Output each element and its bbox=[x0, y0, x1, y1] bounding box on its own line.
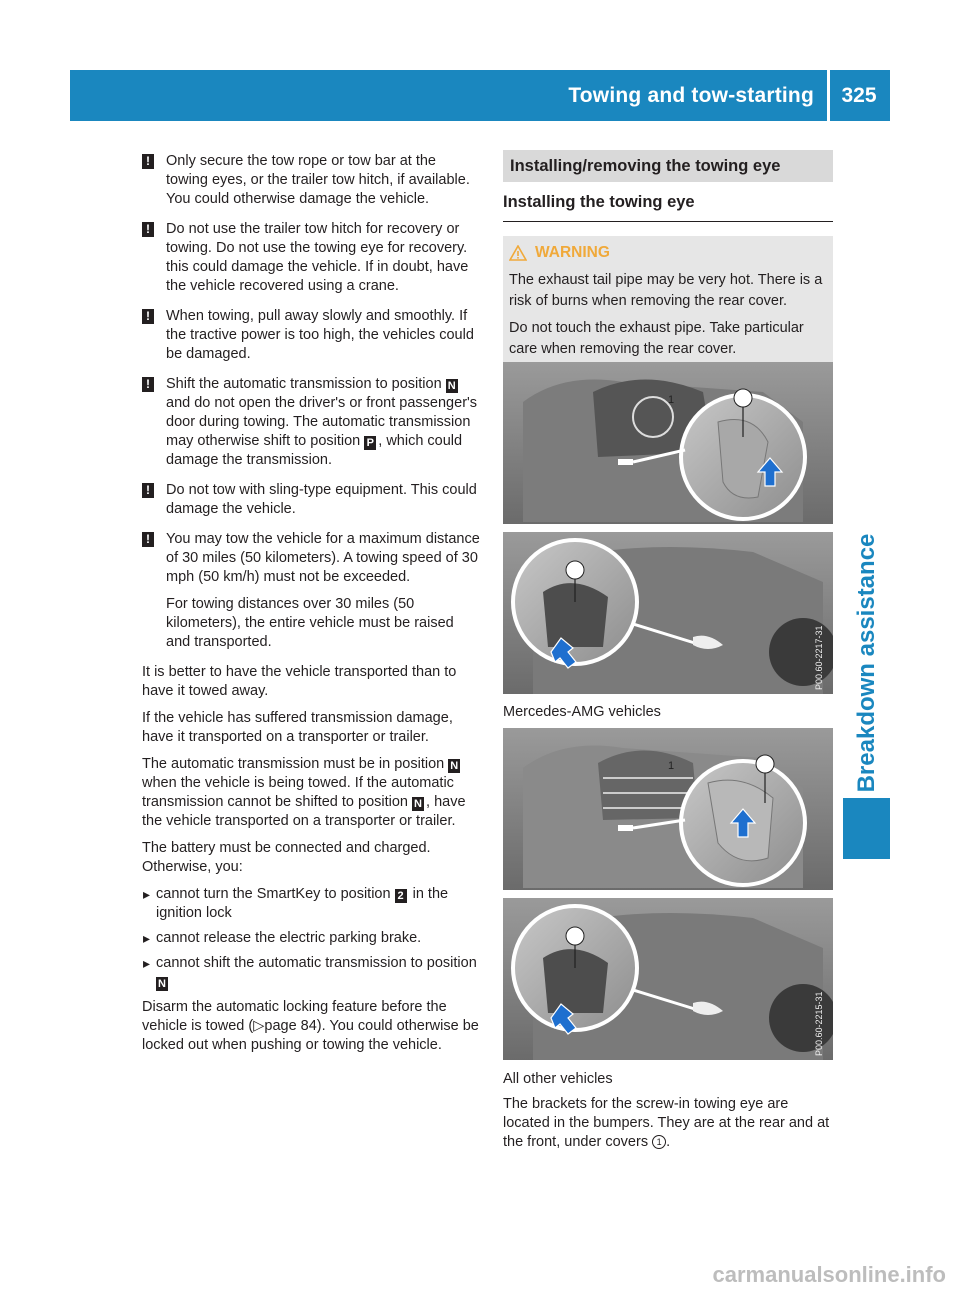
bullet-icon: ▸ bbox=[143, 930, 151, 946]
note-item: ! When towing, pull away slowly and smoothly. If the tractive power is too high, the vehicles could be damaged. bbox=[142, 307, 480, 364]
car-illustration bbox=[503, 728, 833, 1060]
caution-icon: ! bbox=[142, 377, 154, 392]
section-title: Installing/removing the towing eye bbox=[503, 150, 833, 182]
figure-caption: All other vehicles bbox=[503, 1071, 613, 1087]
paragraph: The automatic transmission must be in position N when the vehicle is being towed. If the automatic transmission cannot be shifted to position N , have the vehicle transported on a transporter or trailer. bbox=[142, 756, 466, 829]
warning-text: The exhaust tail pipe may be very hot. There is a risk of burns when removing the rear cover. bbox=[509, 272, 823, 309]
chapter-title: Towing and tow-starting bbox=[568, 84, 814, 107]
warning-triangle-icon bbox=[509, 245, 527, 261]
side-tab-marker bbox=[843, 798, 890, 859]
caution-icon: ! bbox=[142, 532, 154, 547]
subheading: Installing the towing eye bbox=[503, 193, 833, 222]
gear-key-n: N bbox=[448, 759, 460, 773]
warning-box bbox=[503, 236, 833, 374]
figure-callout: 1 bbox=[667, 760, 675, 772]
bullet-icon: ▸ bbox=[143, 886, 151, 902]
note-item: ! Do not use the trailer tow hitch for recovery or towing. Do not use the towing eye for recovery. this could damage the vehicle. If in doubt, have the vehicle recovered using a crane. bbox=[142, 220, 480, 296]
side-tab bbox=[843, 533, 890, 792]
gear-key-n: N bbox=[156, 977, 168, 991]
caution-icon: ! bbox=[142, 309, 154, 324]
note-item: ! Do not tow with sling-type equipment. This could damage the vehicle. bbox=[142, 481, 480, 519]
figure-callout: 1 bbox=[667, 394, 675, 406]
warning-text: Do not touch the exhaust pipe. Take particular care when removing the rear cover. bbox=[509, 320, 804, 357]
gear-key-n: N bbox=[412, 797, 424, 811]
figure-caption: Mercedes-AMG vehicles bbox=[503, 704, 661, 720]
note-subtext: For towing distances over 30 miles (50 kilometers), the entire vehicle must be raised and transported. bbox=[166, 596, 454, 650]
figure-code: P00.60-2215-31 bbox=[814, 991, 824, 1056]
paragraph: Disarm the automatic locking feature before the vehicle is towed (▷page 84). You could otherwise be locked out when pushing or towing the vehicle. bbox=[142, 999, 479, 1053]
page-ref-arrow-icon: ▷ bbox=[253, 1018, 265, 1034]
paragraph: If the vehicle has suffered transmission damage, have it transported on a transporter or trailer. bbox=[142, 710, 453, 745]
list-item: ▸ cannot turn the SmartKey to position 2 in the ignition lock bbox=[143, 886, 449, 921]
note-item: ! You may tow the vehicle for a maximum distance of 30 miles (50 kilometers). A towing speed of 30 mph (50 km/h) must not be exceeded. For towing distances over 30 miles (50 kilometers), the entire vehicle must be raised and transported. bbox=[142, 530, 480, 652]
list-item: ▸ cannot shift the automatic transmission to position N bbox=[143, 955, 477, 990]
key-position-2: 2 bbox=[395, 889, 407, 903]
side-tab-label: Breakdown assistance bbox=[852, 533, 880, 792]
gear-key-n: N bbox=[446, 379, 458, 393]
warning-label: WARNING bbox=[535, 244, 610, 261]
paragraph: It is better to have the vehicle transported than to have it towed away. bbox=[142, 664, 457, 699]
page-header bbox=[70, 70, 890, 121]
watermark: carmanualsonline.info bbox=[712, 1262, 946, 1287]
list-item: ▸ cannot release the electric parking brake. bbox=[143, 930, 422, 946]
figure-code: P00.60-2217-31 bbox=[814, 625, 824, 690]
page-number: 325 bbox=[841, 84, 877, 107]
right-column bbox=[503, 150, 833, 374]
page-reference-link[interactable]: page 84 bbox=[264, 1018, 317, 1034]
car-illustration bbox=[503, 362, 833, 694]
paragraph: The brackets for the screw-in towing eye are located in the bumpers. They are at the rear and at the front, under covers 1 . bbox=[503, 1096, 830, 1150]
caution-icon: ! bbox=[142, 222, 154, 237]
gear-key-p: P bbox=[364, 436, 376, 450]
bullet-icon: ▸ bbox=[143, 955, 151, 971]
figure-amg bbox=[503, 362, 833, 694]
caution-icon: ! bbox=[142, 154, 154, 169]
left-column bbox=[142, 152, 480, 1063]
caution-icon: ! bbox=[142, 483, 154, 498]
callout-number: 1 bbox=[652, 1135, 666, 1149]
paragraph: The battery must be connected and charged. Otherwise, you: bbox=[142, 840, 431, 875]
note-item: ! Shift the automatic transmission to position N and do not open the driver's or front passenger's door during towing. The automatic transmission may otherwise shift to position P , which could damage the transmission. bbox=[142, 375, 480, 470]
note-item: ! Only secure the tow rope or tow bar at the towing eyes, or the trailer tow hitch, if available. You could otherwise damage the vehicle. bbox=[142, 152, 480, 209]
figure-other bbox=[503, 728, 833, 1060]
bullet-list bbox=[142, 885, 480, 992]
header-divider bbox=[827, 70, 830, 121]
